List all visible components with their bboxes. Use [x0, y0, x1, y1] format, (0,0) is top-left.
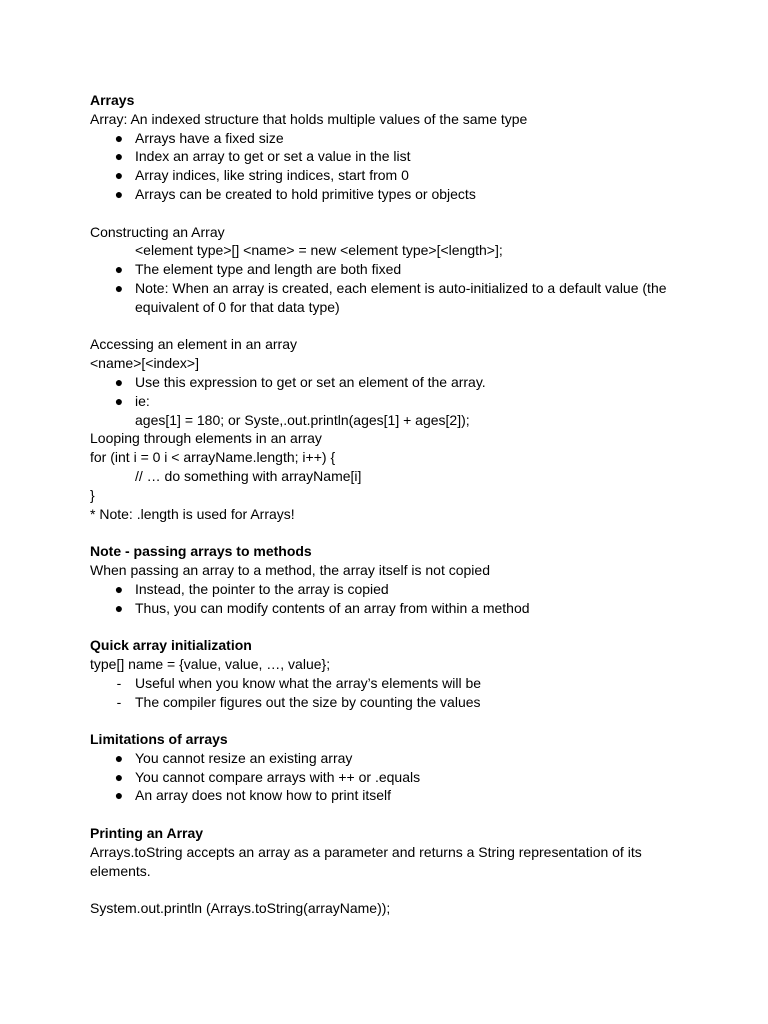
list-item: ● You cannot resize an existing array: [90, 749, 680, 768]
list-item: - Useful when you know what the array’s elements will be: [90, 674, 680, 693]
section-heading-printing: Printing an Array: [90, 825, 204, 842]
list-item: ● Array indices, like string indices, start from 0: [90, 166, 680, 185]
bullet-dot-icon: ●: [114, 768, 124, 785]
bullet-dot-icon: ●: [114, 749, 124, 766]
constructing-syntax: <element type>[] <name> = new <element type>[<length>];: [135, 242, 503, 259]
bullet-dot-icon: ●: [114, 392, 124, 409]
looping-body-line: // … do something with arrayName[i]: [135, 467, 362, 484]
bullet-dot-icon: ●: [114, 185, 124, 202]
section-heading-limitations: Limitations of arrays: [90, 731, 228, 748]
section-heading-arrays: Arrays: [90, 92, 135, 108]
spacer: [90, 880, 680, 899]
spacer: [90, 711, 680, 730]
bullet-dash-icon: -: [116, 693, 122, 710]
list-item: ● Instead, the pointer to the array is copied: [90, 580, 680, 599]
spacer: [90, 617, 680, 636]
bullet-dot-icon: ●: [114, 599, 124, 616]
list-item: ● The element type and length are both fixed: [90, 260, 680, 279]
accessing-syntax: <name>[<index>]: [90, 355, 199, 372]
list-item: ● ie:: [90, 392, 680, 411]
accessing-example: ages[1] = 180; or Syste,.out.println(ages[1] + ages[2]);: [135, 411, 470, 428]
looping-note: * Note: .length is used for Arrays!: [90, 505, 295, 522]
spacer: [90, 805, 680, 824]
bullet-dot-icon: ●: [114, 261, 124, 278]
document-body: [90, 91, 680, 918]
list-item: ● Arrays have a fixed size: [90, 129, 680, 148]
bullet-dot-icon: ●: [114, 580, 124, 597]
list-item: ● Arrays can be created to hold primitive types or objects: [90, 185, 680, 204]
bullet-dot-icon: ●: [114, 148, 124, 165]
bullet-dot-icon: ●: [114, 373, 124, 390]
list-item: ● Use this expression to get or set an element of the array.: [90, 373, 680, 392]
printing-text: Arrays.toString accepts an array as a parameter and returns a String representation of its elements.: [90, 843, 642, 879]
list-item: ● An array does not know how to print itself: [90, 786, 680, 805]
bullet-dot-icon: ●: [114, 129, 124, 146]
list-item: - The compiler figures out the size by counting the values: [90, 693, 680, 712]
printing-code: System.out.println (Arrays.toString(arrayName));: [90, 900, 391, 917]
bullet-dot-icon: ●: [114, 167, 124, 184]
spacer: [90, 204, 680, 223]
passing-text: When passing an array to a method, the array itself is not copied: [90, 561, 490, 578]
spacer: [90, 523, 680, 542]
list-item: ● You cannot compare arrays with ++ or .equals: [90, 768, 680, 787]
bullet-dash-icon: -: [116, 674, 122, 691]
section-heading-passing: Note - passing arrays to methods: [90, 543, 312, 560]
arrays-definition: Array: An indexed structure that holds multiple values of the same type: [90, 110, 528, 127]
list-item: ● Thus, you can modify contents of an array from within a method: [90, 599, 680, 618]
spacer: [90, 317, 680, 336]
bullet-dot-icon: ●: [114, 279, 124, 296]
section-heading-accessing: Accessing an element in an array: [90, 336, 297, 353]
list-item: ● Note: When an array is created, each element is auto-initialized to a default value (the equivalent of 0 for that data type): [90, 279, 680, 317]
section-heading-quick-init: Quick array initialization: [90, 637, 252, 654]
section-heading-constructing: Constructing an Array: [90, 223, 225, 240]
quick-init-syntax: type[] name = {value, value, …, value};: [90, 655, 331, 672]
section-heading-looping: Looping through elements in an array: [90, 430, 322, 447]
bullet-dot-icon: ●: [114, 787, 124, 804]
looping-for-line: for (int i = 0 i < arrayName.length; i++) {: [90, 449, 336, 466]
list-item: ● Index an array to get or set a value in the list: [90, 147, 680, 166]
looping-close-brace: }: [90, 486, 95, 503]
